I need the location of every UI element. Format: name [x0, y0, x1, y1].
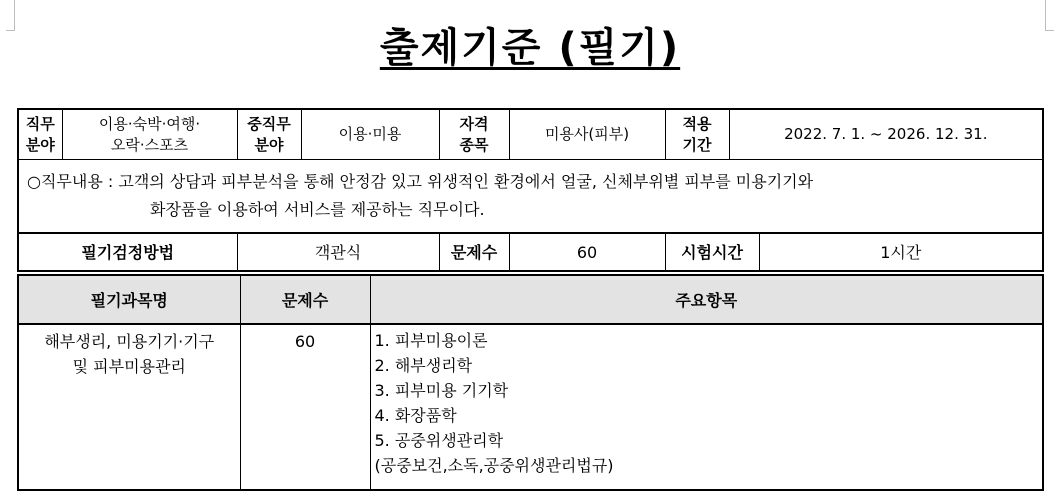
sub-job-field-label	[237, 109, 301, 160]
exam-method-value	[237, 233, 439, 271]
period-value	[729, 109, 1043, 160]
job-field-label	[18, 109, 62, 160]
job-field-value	[62, 109, 237, 160]
info-row-duty	[18, 160, 1043, 234]
sub-job-field-value-text: 이용·미용	[338, 125, 402, 143]
main-item: (공중보건,소독,공중위생관리법규)	[374, 456, 614, 475]
duty-description	[18, 160, 1043, 234]
exam-info-table	[17, 108, 1044, 272]
header-main-items: 주요항목	[370, 275, 1043, 324]
question-count-value	[509, 233, 665, 271]
question-count-value-text: 60	[576, 242, 598, 262]
subject-name-cell	[18, 324, 240, 490]
subject-row	[18, 324, 1043, 490]
main-item: 5. 공중위생관리학	[374, 431, 504, 450]
exam-time-label	[665, 233, 759, 271]
subject-name: 해부생리, 미용기기·기구 및 피부미용관리	[44, 332, 215, 376]
info-row-exam	[18, 233, 1043, 271]
qualification-value-text: 미용사(피부)	[544, 125, 630, 143]
sub-job-field-label-text: 중직무 분야	[247, 114, 291, 154]
duty-text-line1: 고객의 상담과 피부분석을 통해 안정감 있고 위생적인 환경에서 얼굴, 신체부위별 피부를 미용기기와	[118, 172, 814, 191]
exam-time-value	[759, 233, 1043, 271]
header-subject-name: 필기과목명	[18, 275, 240, 324]
document-title	[0, 22, 1060, 74]
main-item: 3. 피부미용 기기학	[374, 381, 509, 400]
qualification-label-text: 자격 종목	[459, 114, 489, 154]
period-label	[665, 109, 729, 160]
exam-method-label	[18, 233, 237, 271]
qualification-label	[439, 109, 509, 160]
qualification-value	[509, 109, 665, 160]
main-item: 4. 화장품학	[374, 406, 457, 425]
info-row-classification	[18, 109, 1043, 160]
subject-table	[17, 274, 1044, 491]
period-value-text: 2022. 7. 1. ~ 2026. 12. 31.	[784, 125, 988, 143]
main-item: 2. 해부생리학	[374, 356, 473, 375]
subject-count: 60	[294, 332, 316, 351]
subject-count-cell	[240, 324, 370, 490]
duty-label: ○직무내용 :	[27, 172, 114, 191]
header-question-count: 문제수	[240, 275, 370, 324]
duty-text-line2: 화장품을 이용하여 서비스를 제공하는 직무이다.	[150, 200, 485, 219]
exam-method-label-text: 필기검정방법	[81, 242, 175, 262]
period-label-text: 적용 기간	[682, 114, 712, 154]
job-field-value-text: 이용·숙박·여행· 오락·스포츠	[98, 114, 201, 154]
main-items-cell	[370, 324, 1043, 490]
document-title-text: 출제기준 (필기)	[379, 25, 681, 71]
main-item: 1. 피부미용이론	[374, 331, 488, 350]
exam-method-value-text: 객관식	[314, 242, 362, 262]
question-count-label-text: 문제수	[450, 242, 498, 262]
exam-time-label-text: 시험시간	[681, 242, 743, 262]
job-field-label-text: 직무 분야	[25, 114, 55, 154]
exam-time-value-text: 1시간	[880, 242, 922, 262]
question-count-label	[439, 233, 509, 271]
subject-table-header	[18, 275, 1043, 324]
sub-job-field-value	[301, 109, 439, 160]
